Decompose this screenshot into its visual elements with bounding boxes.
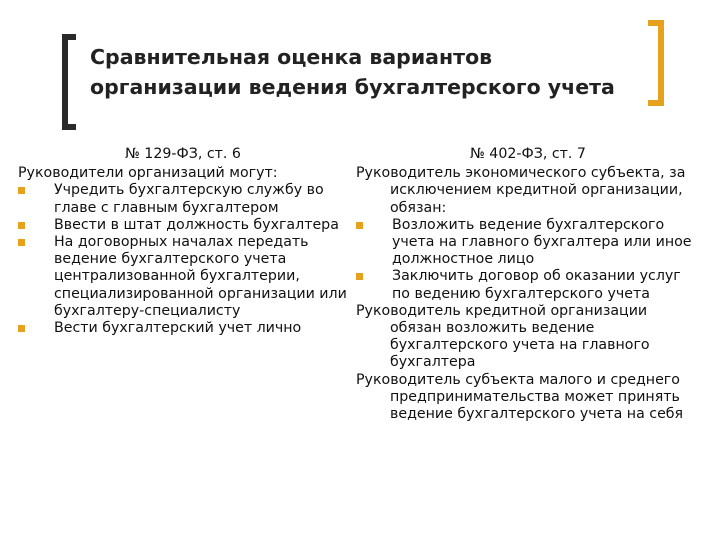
square-bullet-icon bbox=[356, 222, 363, 229]
left-list-item-text: Учредить бухгалтерскую службу во главе с главным бухгалтером bbox=[54, 182, 324, 216]
right-list-item bbox=[356, 268, 700, 302]
square-bullet-icon bbox=[18, 325, 25, 332]
slide-title bbox=[90, 42, 650, 102]
left-list-item-text: Вести бухгалтерский учет лично bbox=[54, 320, 302, 337]
slide-title-line-2: организации ведения бухгалтерского учета bbox=[90, 75, 615, 99]
left-list-item bbox=[18, 182, 348, 216]
right-column-intro: Руководитель экономического субъекта, за исключением кредитной организации, обязан: bbox=[356, 165, 686, 216]
left-column-heading: № 129-ФЗ, ст. 6 bbox=[125, 146, 241, 162]
right-list-item bbox=[356, 217, 700, 269]
left-list-item-text: На договорных началах передать ведение бухгалтерского учета централизованной бухгалтерии, специализированной организации или бухгалтеру-специалисту bbox=[54, 234, 347, 319]
title-bracket-left bbox=[62, 34, 76, 130]
left-list-item-text: Ввести в штат должность бухгалтера bbox=[54, 216, 339, 233]
slide-title-line-1: Сравнительная оценка вариантов bbox=[90, 45, 493, 69]
left-column-intro: Руководители организаций могут: bbox=[18, 165, 278, 182]
title-bracket-right bbox=[648, 20, 664, 106]
square-bullet-icon bbox=[18, 222, 25, 229]
right-column bbox=[356, 146, 700, 423]
square-bullet-icon bbox=[18, 239, 25, 246]
right-column-heading: № 402-ФЗ, ст. 7 bbox=[470, 146, 586, 162]
right-column-paragraph-small-business: Руководитель субъекта малого и среднего предпринимательства может принять ведение бухгалтерского учета на себя bbox=[356, 371, 684, 423]
left-list-item bbox=[18, 320, 348, 337]
left-column bbox=[18, 146, 348, 337]
right-column-paragraph-credit-org: Руководитель кредитной организации обязан возложить ведение бухгалтерского учета на главного бухгалтера bbox=[356, 302, 650, 371]
square-bullet-icon bbox=[18, 187, 25, 194]
square-bullet-icon bbox=[356, 273, 363, 280]
right-list-item-text: Возложить ведение бухгалтерского учета на главного бухгалтера или иное должностное лицо bbox=[392, 216, 692, 268]
left-list-item bbox=[18, 234, 348, 320]
left-list-item bbox=[18, 217, 348, 234]
right-list-item-text: Заключить договор об оказании услуг по ведению бухгалтерского учета bbox=[392, 268, 681, 302]
